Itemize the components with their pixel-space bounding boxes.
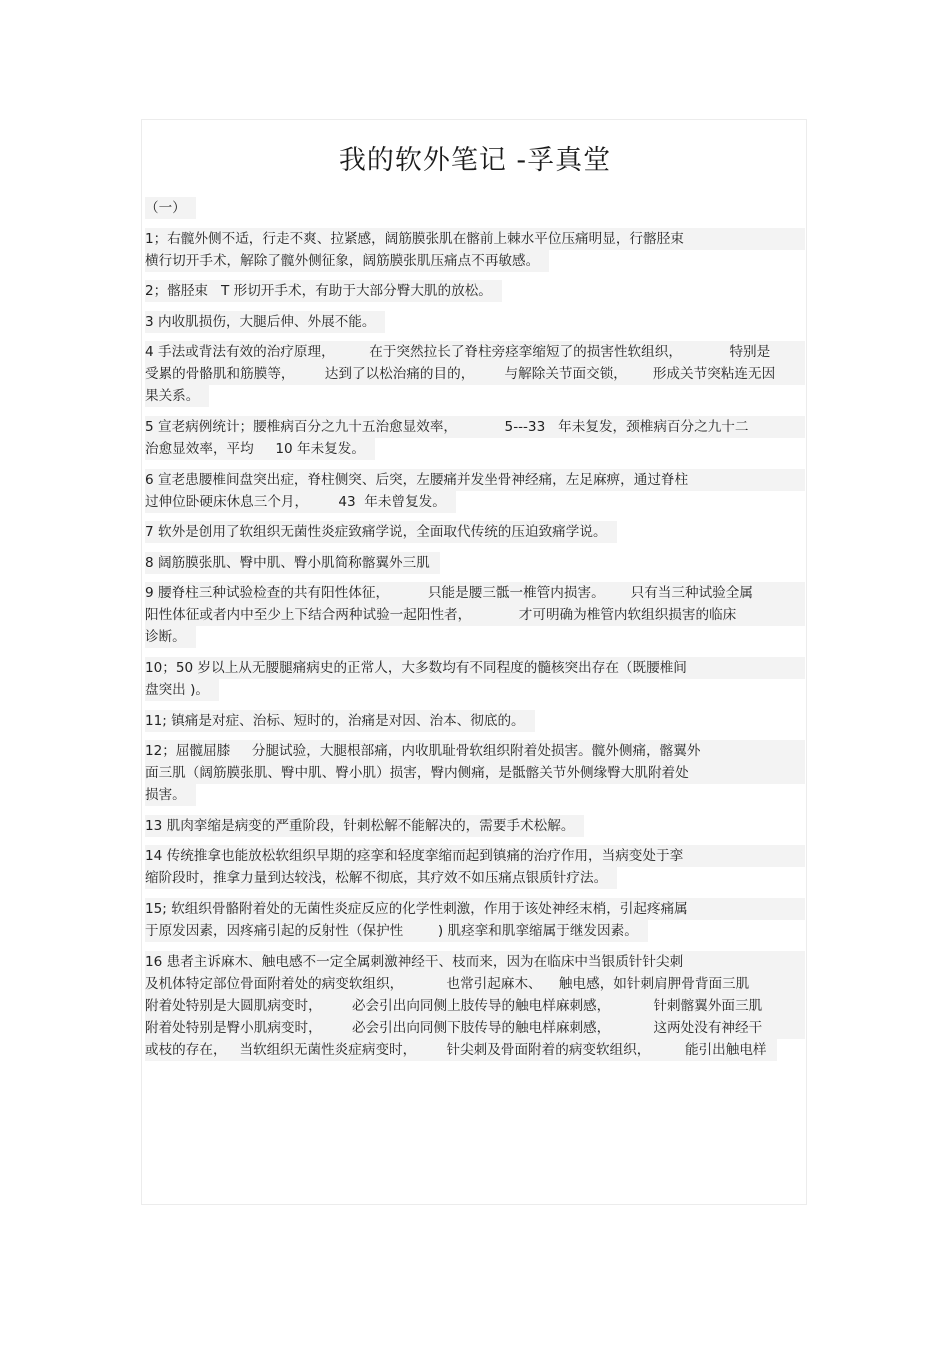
paragraph-line: [143, 363, 805, 385]
line-text: 阳性体征或者内中至少上下结合两种试验一起阳性者， 才可明确为椎管内软组织损害的临床: [145, 604, 805, 626]
paragraph-gap: [143, 942, 805, 951]
line-text: 10；50 岁以上从无腰腿痛病史的正常人，大多数均有不同程度的髓核突出存在（既腰椎间: [145, 657, 805, 679]
paragraph-line: [143, 438, 805, 460]
paragraph-line: [143, 604, 805, 626]
paragraph-line: [143, 469, 805, 491]
paragraph-line: [143, 898, 805, 920]
paragraph-line: [143, 710, 805, 732]
paragraph-line: [143, 280, 805, 302]
paragraph-line: [143, 626, 805, 648]
paragraph-line: [143, 582, 805, 604]
line-text: 12；屈髋屈膝 分腿试验，大腿根部痛，内收肌耻骨软组织附着处损害。髋外侧痛，髂翼外: [145, 740, 805, 762]
document-title: 我的软外笔记 -孚真堂: [338, 145, 612, 176]
line-text: 治愈显效率，平均 10 年未复发。: [145, 438, 375, 460]
line-text: 缩阶段时，推拿力量到达较浅，松解不彻底，其疗效不如压痛点银质针疗法。: [145, 867, 617, 889]
paragraph-line: [143, 973, 805, 995]
paragraph-line: [143, 784, 805, 806]
paragraph-line: [143, 311, 805, 333]
line-text: 8 阔筋膜张肌、臀中肌、臀小肌简称髂翼外三肌: [145, 552, 440, 574]
paragraph-gap: [143, 837, 805, 846]
paragraph-line: [143, 845, 805, 867]
paragraph-gap: [143, 219, 805, 228]
paragraph-gap: [143, 574, 805, 583]
paragraph-line: [143, 762, 805, 784]
paragraph-line: [143, 1017, 805, 1039]
paragraph-gap: [143, 889, 805, 898]
line-text: 横行切开手术，解除了髋外侧征象，阔筋膜张肌压痛点不再敏感。: [145, 250, 549, 272]
paragraph-line: [143, 491, 805, 513]
paragraph-line: [143, 228, 805, 250]
line-text: 9 腰脊柱三种试验检查的共有阳性体征， 只能是腰三骶一椎管内损害。 只有当三种试验全属: [145, 582, 805, 604]
line-text: 14 传统推拿也能放松软组织早期的痉挛和轻度挛缩而起到镇痛的治疗作用，当病变处于挛: [145, 845, 805, 867]
paragraph-line: [143, 995, 805, 1017]
line-text: 16 患者主诉麻木、触电感不一定全属刺激神经干、枝而来，因为在临床中当银质针针尖刺: [145, 951, 805, 973]
line-text: 附着处特别是臀小肌病变时， 必会引出向同侧下肢传导的触电样麻刺感， 这两处没有神经干: [145, 1017, 805, 1039]
paragraph-line: [143, 679, 805, 701]
line-text: 损害。: [145, 784, 196, 806]
paragraph-line: [143, 951, 805, 973]
line-text: 附着处特别是大圆肌病变时， 必会引出向同侧上肢传导的触电样麻刺感， 针刺髂翼外面三肌: [145, 995, 805, 1017]
paragraph-line: [143, 657, 805, 679]
document-body: [143, 197, 805, 1061]
line-text: 5 宣老病例统计；腰椎病百分之九十五治愈显效率， 5---33 年未复发，颈椎病百分之九十二: [145, 416, 805, 438]
paragraph-gap: [143, 407, 805, 416]
line-text: 及机体特定部位骨面附着处的病变软组织， 也常引起麻木、 触电感，如针刺肩胛骨背面三肌: [145, 973, 805, 995]
line-text: 15; 软组织骨骼附着处的无菌性炎症反应的化学性刺激，作用于该处神经末梢，引起疼痛属: [145, 898, 805, 920]
line-text: 1；右髋外侧不适，行走不爽、拉紧感，阔筋膜张肌在髂前上棘水平位压痛明显，行髂胫束: [145, 228, 805, 250]
paragraph-line: [143, 416, 805, 438]
line-text: 4 手法或背法有效的治疗原理， 在于突然拉长了脊柱旁痉挛缩短了的损害性软组织， 特别是: [145, 341, 805, 363]
paragraph-line: [143, 867, 805, 889]
line-text: 果关系。: [145, 385, 209, 407]
paragraph-line: [143, 385, 805, 407]
paragraph-line: [143, 815, 805, 837]
paragraph-gap: [143, 732, 805, 741]
paragraph-gap: [143, 302, 805, 311]
paragraph-gap: [143, 333, 805, 342]
paragraph-gap: [143, 701, 805, 710]
line-text: 于原发因素，因疼痛引起的反射性（保护性 ) 肌痉挛和肌挛缩属于继发因素。: [145, 920, 648, 942]
line-text: 诊断。: [145, 626, 196, 648]
line-text: 2；髂胫束 T 形切开手术，有助于大部分臀大肌的放松。: [145, 280, 502, 302]
paragraph-line: [143, 552, 805, 574]
line-text: 6 宣老患腰椎间盘突出症，脊柱侧突、后突，左腰痛并发坐骨神经痛，左足麻痹，通过脊柱: [145, 469, 805, 491]
paragraph-gap: [143, 272, 805, 281]
paragraph-gap: [143, 648, 805, 657]
line-text: 或枝的存在， 当软组织无菌性炎症病变时， 针尖刺及骨面附着的病变软组织， 能引出触电样: [145, 1039, 777, 1061]
line-text: 11; 镇痛是对症、治标、短时的，治痛是对因、治本、彻底的。: [145, 710, 535, 732]
paragraph-gap: [143, 460, 805, 469]
line-text: 受累的骨骼肌和筋膜等， 达到了以松治痛的目的， 与解除关节面交锁， 形成关节突粘连无因: [145, 363, 805, 385]
line-text: 3 内收肌损伤，大腿后伸、外展不能。: [145, 311, 385, 333]
line-text: 面三肌（阔筋膜张肌、臀中肌、臀小肌）损害，臀内侧痛，是骶髂关节外侧缘臀大肌附着处: [145, 762, 805, 784]
line-text: 13 肌肉挛缩是病变的严重阶段，针刺松解不能解决的，需要手术松解。: [145, 815, 584, 837]
paragraph-line: [143, 521, 805, 543]
paragraph-gap: [143, 513, 805, 522]
paragraph-gap: [143, 543, 805, 552]
line-text: 7 软外是创用了软组织无菌性炎症致痛学说，全面取代传统的压迫致痛学说。: [145, 521, 617, 543]
paragraph-line: [143, 250, 805, 272]
line-text: 过伸位卧硬床休息三个月， 43 年未曾复发。: [145, 491, 456, 513]
paragraph-line: [143, 920, 805, 942]
paragraph-line: [143, 1039, 805, 1061]
paragraph-line: [143, 341, 805, 363]
paragraph-gap: [143, 806, 805, 815]
line-text: 盘突出 )。: [145, 679, 219, 701]
section-heading: （一）: [143, 197, 805, 219]
paragraph-line: [143, 740, 805, 762]
